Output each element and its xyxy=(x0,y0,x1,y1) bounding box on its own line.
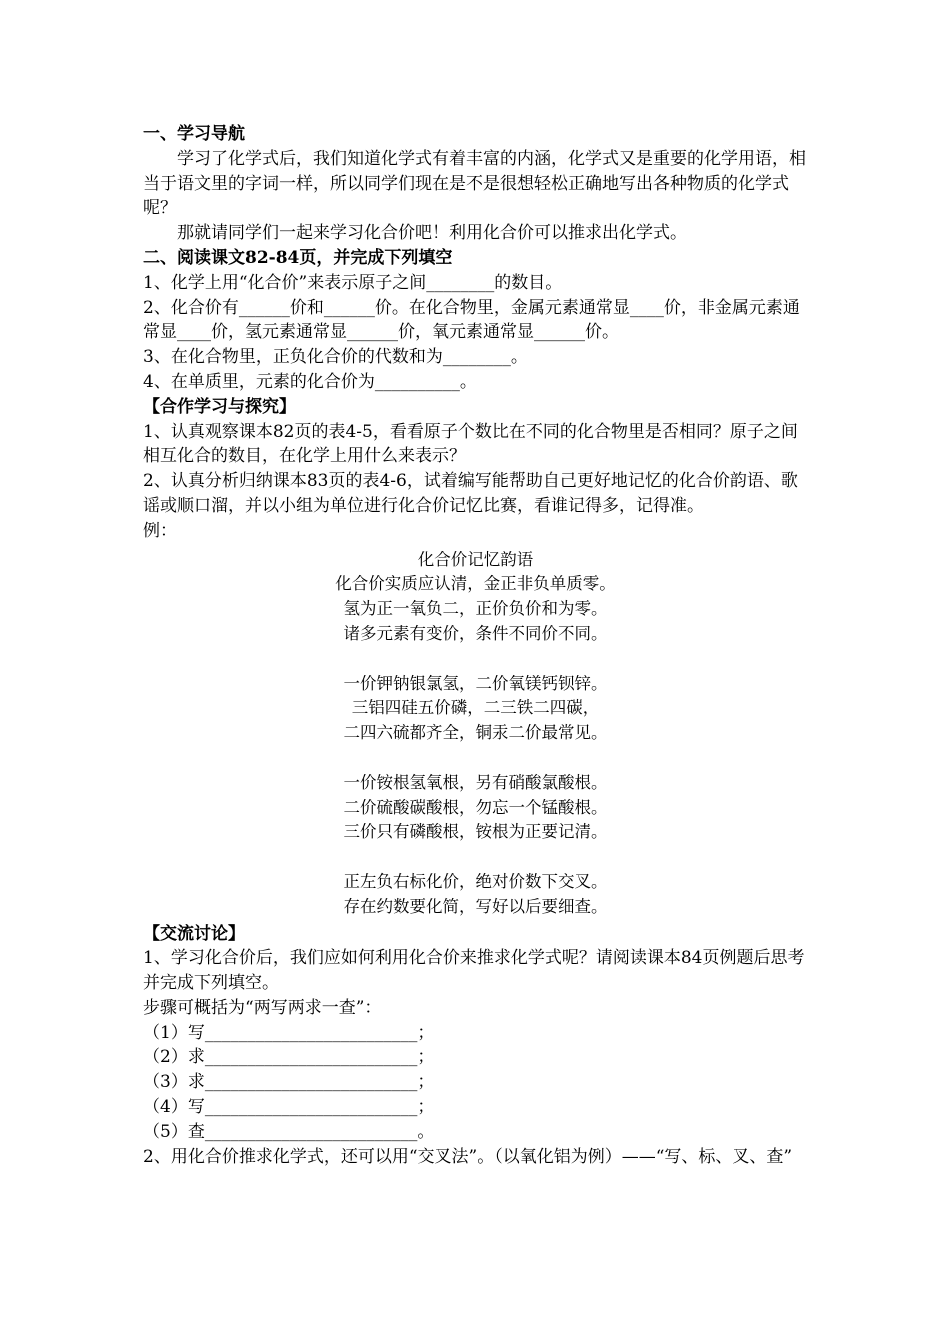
inquiry-item: 1、认真观察课本82页的表4-5，看看原子个数比在不同的化合物里是否相同？原子之间相互化合的数目，在化学上用什么来表示？ xyxy=(143,421,798,467)
step-line: （2）求_________________________； xyxy=(143,1047,435,1068)
inquiry-item: 2、认真分析归纳课本83页的表4-6，试着编写能帮助自己更好地记忆的化合价韵语、歌谣或顺口溜，并以小组为单位进行化合价记忆比赛，看谁记得多，记得准。 xyxy=(143,471,798,516)
steps-intro: 步骤可概括为“两写两求一查”： xyxy=(143,997,382,1018)
stanza-gap xyxy=(143,647,808,672)
document-page xyxy=(143,122,808,1169)
fill-in-item: 2、化合价有______价和______价。在化合物里，金属元素通常显____价，非金属元素通常显____价，氢元素通常显______价，氧元素通常显______价。 xyxy=(143,297,800,343)
step-line: （3）求_________________________； xyxy=(143,1072,435,1093)
poem-line: 存在约数要化简，写好以后要细查。 xyxy=(343,896,608,916)
stanza-gap xyxy=(143,845,808,870)
step-line: （1）写_________________________； xyxy=(143,1022,435,1043)
poem-line: 二价硫酸碳酸根，勿忘一个锰酸根。 xyxy=(343,797,608,817)
discussion-item: 2、用化合价推求化学式，还可以用“交叉法”。（以氧化铝为例）——“写、标、叉、查” xyxy=(143,1146,793,1167)
section-heading-cooperative-learning: 【合作学习与探究】 xyxy=(143,396,296,417)
step-line: （5）查_________________________。 xyxy=(143,1121,435,1142)
poem-line: 诸多元素有变价，条件不同价不同。 xyxy=(343,623,608,643)
poem-line: 正左负右标化价，绝对价数下交叉。 xyxy=(343,871,608,891)
discussion-item: 1、学习化合价后，我们应如何利用化合价来推求化学式呢？请阅读课本84页例题后思考并完成下列填空。 xyxy=(143,948,805,994)
study-guide-paragraph-2: 那就请同学们一起来学习化合价吧！利用化合价可以推求出化学式。 xyxy=(177,223,687,244)
poem-line: 三铝四硅五价磷，二三铁二四碳， xyxy=(351,698,600,718)
valence-mnemonic-poem xyxy=(143,548,808,920)
fill-in-item: 1、化学上用“化合价”来表示原子之间________的数目。 xyxy=(143,272,563,293)
poem-line: 一价钾钠银氯氢，二价氧镁钙钡锌。 xyxy=(343,673,608,693)
poem-line: 二四六硫都齐全，铜汞二价最常见。 xyxy=(343,723,608,743)
step-line: （4）写_________________________； xyxy=(143,1097,435,1118)
study-guide-paragraph-1: 学习了化学式后，我们知道化学式有着丰富的内涵，化学式又是重要的化学用语，相当于语文里的字词一样，所以同学们现在是不是很想轻松正确地写出各种物质的化学式呢？ xyxy=(143,148,806,219)
poem-line: 三价只有磷酸根，铵根为正要记清。 xyxy=(343,822,608,842)
section-heading-study-guide: 一、学习导航 xyxy=(143,124,245,144)
fill-in-item: 3、在化合物里，正负化合价的代数和为________。 xyxy=(143,347,528,368)
example-label: 例： xyxy=(143,520,177,541)
stanza-gap xyxy=(143,746,808,771)
poem-title: 化合价记忆韵语 xyxy=(417,549,534,569)
poem-line: 一价铵根氢氧根，另有硝酸氯酸根。 xyxy=(343,772,608,792)
fill-in-item: 4、在单质里，元素的化合价为__________。 xyxy=(143,371,477,392)
section-heading-discussion: 【交流讨论】 xyxy=(143,923,245,944)
poem-line: 氢为正一氧负二，正价负价和为零。 xyxy=(343,599,608,619)
poem-line: 化合价实质应认清，金正非负单质零。 xyxy=(335,574,616,594)
section-heading-reading: 二、阅读课文82-84页，并完成下列填空 xyxy=(143,247,453,268)
